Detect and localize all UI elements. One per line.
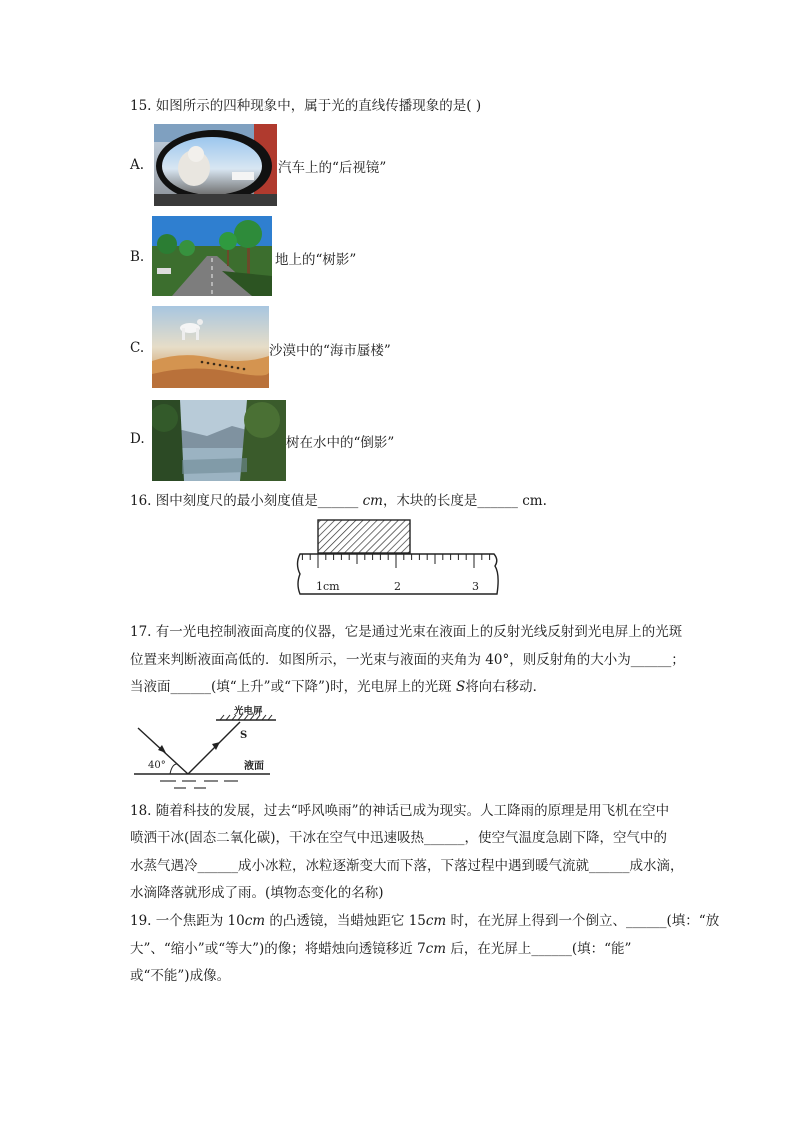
q19-line2-a: 大”、“缩小”或“等大”)的像；将蜡烛向透镜移近 7 <box>130 941 426 957</box>
q15-option-c-text: 沙漠中的“海市蜃楼” <box>269 343 391 359</box>
q19-unit-b: cm <box>425 913 447 929</box>
q18-line3: 水蒸气遇冷______成小冰粒，冰粒逐渐变大而下落，下落过程中遇到暖气流就______成水滴， <box>130 858 684 874</box>
q19-unit-a: cm <box>244 913 266 929</box>
car-side-mirror-photo <box>154 124 277 206</box>
surface-label: 液面 <box>244 761 264 772</box>
q18-line2: 喷洒干冰(固态二氧化碳)，干冰在空气中迅速吸热______，使空气温度急剧下降，空气中的 <box>130 830 668 846</box>
q15-option-a-text: 汽车上的“后视镜” <box>278 160 387 176</box>
q15-option-b-letter: B. <box>130 249 145 265</box>
q15-stem: 15. 如图所示的四种现象中，属于光的直线传播现象的是( ) <box>130 98 482 114</box>
q17-spot-var: S <box>455 679 466 695</box>
ruler-label-1cm: 1cm <box>316 580 340 593</box>
q17-line1: 17. 有一光电控制液面高度的仪器，它是通过光束在液面上的反射光线反射到光电屏上的光斑 <box>130 624 683 640</box>
q19-unit-c: cm <box>425 941 447 957</box>
spot-label: S <box>240 730 248 741</box>
q15-option-d-letter: D. <box>130 431 145 447</box>
wooden-block <box>318 520 410 553</box>
screen-label: 光电屏 <box>234 706 263 717</box>
q19-line1-b: 的凸透镜，当蜡烛距它 15 <box>265 913 426 929</box>
q16-part2: ，木块的长度是______ cm. <box>382 493 547 509</box>
q17-line3-b: 将向右移动． <box>465 679 547 695</box>
angle-label: 40° <box>148 760 166 771</box>
q19-line1-c: 时，在光屏上得到一个倒立、______(填：“放 <box>446 913 720 929</box>
lake-reflection-photo <box>152 400 286 481</box>
q16-part1: 16. 图中刻度尺的最小刻度值是______ <box>130 493 363 509</box>
ruler-label-2: 2 <box>394 580 401 593</box>
q19-line2 <box>130 939 631 959</box>
ruler-label-3: 3 <box>472 580 479 593</box>
q16-text <box>130 491 547 511</box>
q15-option-c-letter: C. <box>130 340 145 356</box>
q15-option-d-text: 树在水中的“倒影” <box>286 435 395 451</box>
q19-line1 <box>130 911 719 931</box>
reflection-diagram <box>130 704 290 792</box>
q15-option-b-text: 地上的“树影” <box>275 252 357 268</box>
q19-line1-a: 19. 一个焦距为 10 <box>130 913 245 929</box>
q17-line2: 位置来判断液面高低的．如图所示，一光束与液面的夹角为 40°，则反射角的大小为______； <box>130 652 685 668</box>
q19-line2-b: 后，在光屏上______(填：“能” <box>446 941 632 957</box>
palm-tree-road-photo <box>152 216 272 296</box>
desert-mirage-photo <box>152 306 269 388</box>
q18-line4: 水滴降落就形成了雨。(填物态变化的名称) <box>130 885 384 901</box>
q16-unit: cm <box>362 493 383 509</box>
q15-option-a-letter: A. <box>130 157 145 173</box>
ruler-diagram <box>294 518 504 598</box>
q17-line3 <box>130 677 546 697</box>
q17-line3-a: 当液面______(填“上升”或“下降”)时，光电屏上的光斑 <box>130 679 456 695</box>
q18-line1: 18. 随着科技的发展，过去“呼风唤雨”的神话已成为现实。人工降雨的原理是用飞机在空中 <box>130 803 670 819</box>
q19-line3: 或“不能”)成像。 <box>130 968 231 984</box>
